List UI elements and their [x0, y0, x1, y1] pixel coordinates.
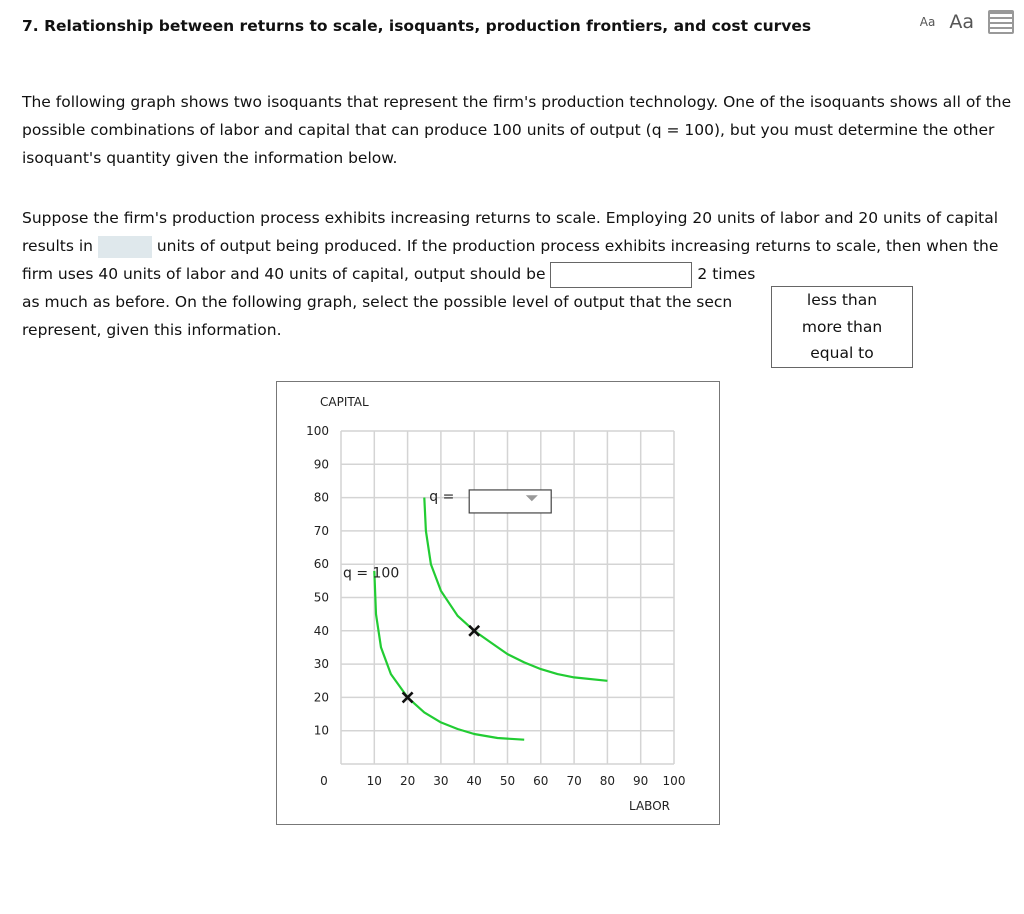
question-title: 7. Relationship between returns to scale, isoquants, production frontiers, and cost curves	[22, 17, 812, 35]
option-equal-to[interactable]: equal to	[810, 344, 874, 362]
comparison-select[interactable]	[550, 262, 692, 288]
isoquant-curve	[374, 571, 524, 740]
y-tick-label: 90	[313, 457, 329, 472]
x-tick-label: 60	[533, 774, 549, 788]
text: Suppose the firm's production process exhibits increasing returns to scale. Employing 20 units of labor and 20 units of capital results in	[22, 209, 999, 255]
y-tick-label: 30	[313, 657, 329, 672]
x-tick-label: 20	[399, 774, 416, 788]
text: 2 times as much as before. On the following graph, select the possible level of output that the sec	[22, 265, 756, 311]
x-tick-label: 40	[466, 774, 482, 788]
large-font-button[interactable]: Aa	[949, 11, 974, 33]
x-tick-label: 70	[566, 774, 582, 788]
text: units of output being produced. If the production process exhibits increasing returns to scale, then when the firm uses 40 units of labor and 40 units of capital, output should be	[22, 237, 999, 283]
chart-svg	[277, 382, 719, 824]
y-tick-label: 20	[313, 690, 329, 705]
y-tick-label: 100	[306, 424, 329, 438]
y-axis-label: CAPITAL	[320, 395, 369, 409]
x-tick-label: 30	[433, 774, 449, 788]
intro-paragraph: The following graph shows two isoquants that represent the firm's production technology. One of the isoquants shows all of the possible combinations of labor and capital that can produce 100 units of output (q = 100), but you must determine the other isoquant's quantity given the information below.	[22, 93, 1012, 167]
isoquant-label-q100: q = 100	[343, 565, 400, 582]
comparison-dropdown-list	[771, 286, 913, 368]
x-tick-label: 100	[662, 774, 686, 788]
text: n represent, given this information.	[22, 293, 733, 339]
output-answer-blank[interactable]	[98, 236, 152, 258]
y-tick-label: 40	[313, 623, 329, 638]
y-tick-label: 10	[313, 723, 329, 738]
x-tick-label: 0	[320, 774, 328, 788]
x-tick-label: 10	[366, 774, 382, 788]
x-tick-label: 80	[599, 774, 616, 788]
output-level-select[interactable]	[469, 490, 551, 513]
y-tick-label: 50	[313, 590, 329, 605]
isoquant-graph	[276, 381, 720, 825]
toolbar	[920, 10, 1014, 34]
print-icon[interactable]	[988, 10, 1014, 34]
option-less-than[interactable]: less than	[806, 291, 878, 309]
isoquant-curve	[424, 498, 607, 681]
x-tick-label: 90	[633, 774, 649, 788]
y-tick-label: 70	[313, 523, 329, 538]
option-more-than[interactable]: more than	[801, 317, 883, 336]
y-tick-label: 80	[313, 490, 329, 505]
isoquant-label-q: q =	[429, 488, 455, 505]
x-tick-label: 50	[499, 774, 516, 788]
small-font-button[interactable]: Aa	[919, 15, 936, 29]
y-tick-label: 60	[313, 557, 329, 572]
x-axis-label: LABOR	[629, 799, 670, 813]
